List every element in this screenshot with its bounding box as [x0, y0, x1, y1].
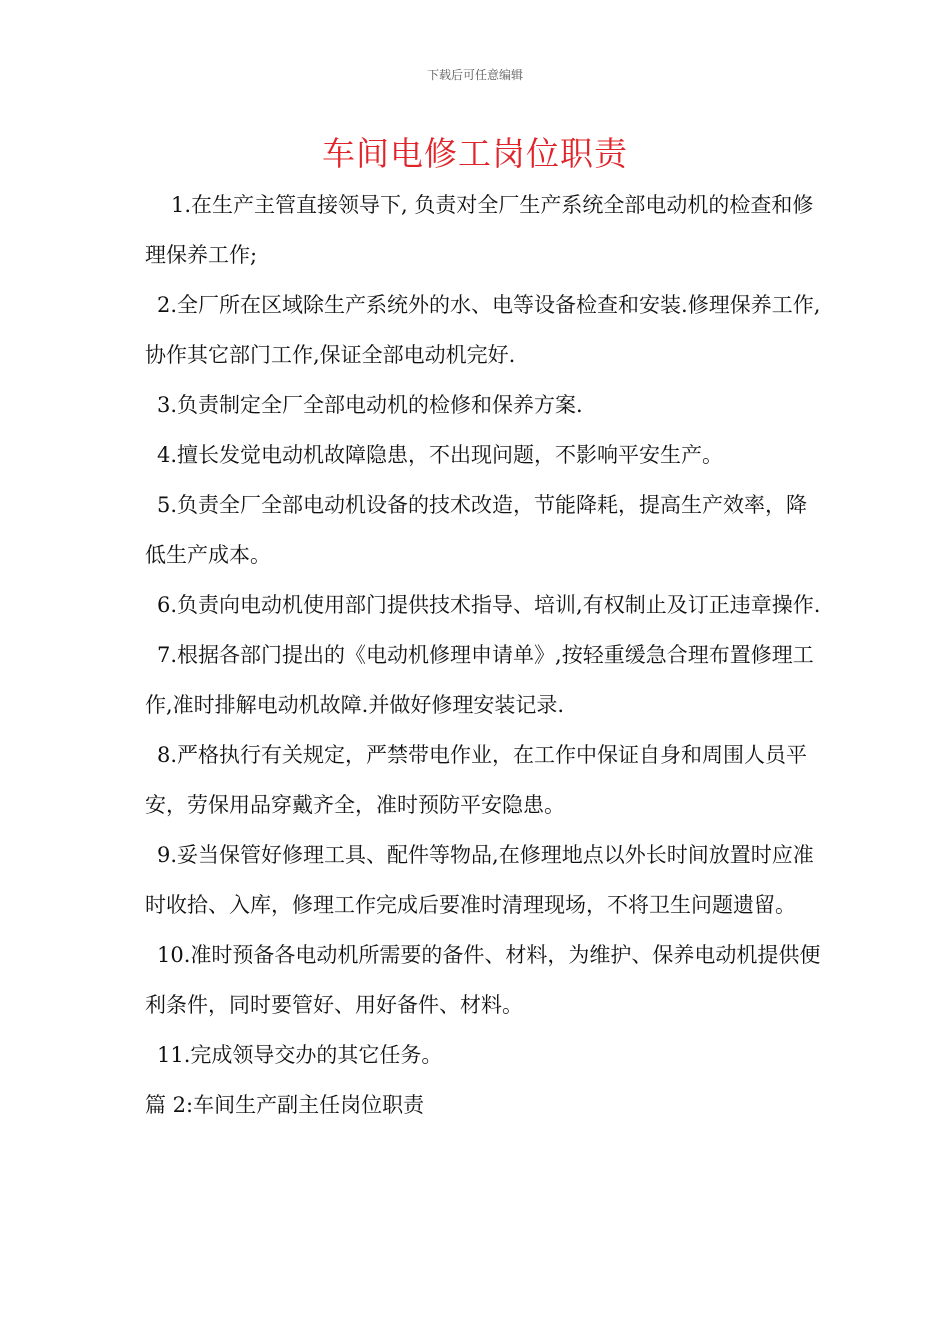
document-body	[145, 180, 823, 1130]
duty-item-4: 4.擅长发觉电动机故障隐患，不出现问题，不影响平安生产。	[157, 443, 724, 467]
duty-item-9: 9.妥当保管好修理工具、配件等物品,在修理地点以外长时间放置时应准时收拾、入库，修理工作完成后要准时清理现场，不将卫生问题遗留。	[145, 843, 814, 917]
header-note: 下载后可任意编辑	[426, 68, 523, 82]
duty-item-3: 3.负责制定全厂全部电动机的检修和保养方案.	[157, 393, 583, 417]
document-title: 车间电修工岗位职责	[322, 134, 628, 173]
duty-item-7: 7.根据各部门提出的《电动机修理申请单》,按轻重缓急合理布置修理工作,准时排解电动机故障.并做好修理安装记录.	[145, 643, 814, 717]
duty-item-11: 11.完成领导交办的其它任务。	[157, 1043, 443, 1067]
duty-item-6: 6.负责向电动机使用部门提供技术指导、培训,有权制止及订正违章操作.	[157, 593, 821, 617]
duty-item-1: 1.在生产主管直接领导下, 负责对全厂生产系统全部电动机的检查和修理保养工作;	[145, 193, 814, 267]
duty-item-8: 8.严格执行有关规定，严禁带电作业，在工作中保证自身和周围人员平安，劳保用品穿戴齐全，准时预防平安隐患。	[145, 743, 808, 817]
section-heading: 篇 2:车间生产副主任岗位职责	[145, 1093, 425, 1117]
duty-item-2: 2.全厂所在区域除生产系统外的水、电等设备检查和安装.修理保养工作,协作其它部门工作,保证全部电动机完好.	[145, 293, 821, 367]
duty-item-5: 5.负责全厂全部电动机设备的技术改造，节能降耗，提高生产效率，降低生产成本。	[145, 493, 808, 567]
duty-item-10: 10.准时预备各电动机所需要的备件、材料，为维护、保养电动机提供便利条件，同时要管好、用好备件、材料。	[145, 943, 821, 1017]
